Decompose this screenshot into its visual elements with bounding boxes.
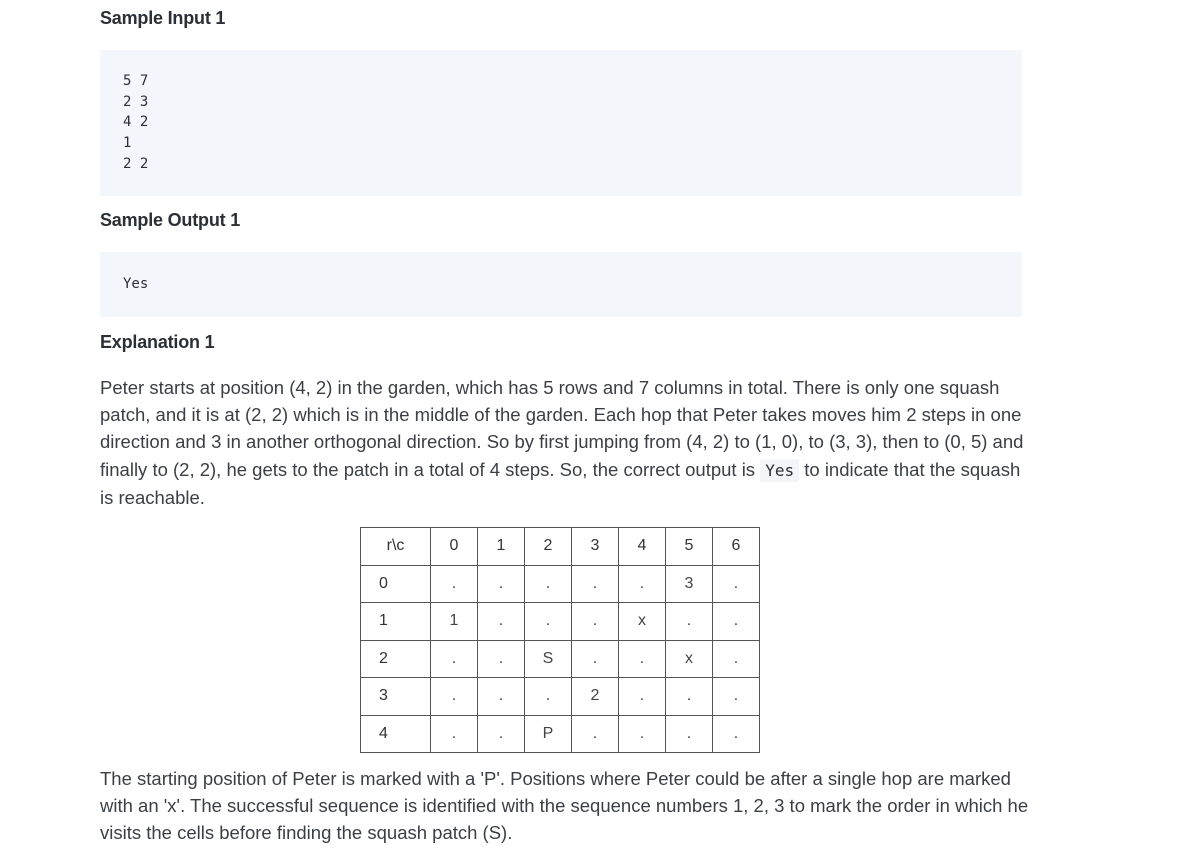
grid-cell: .	[713, 565, 760, 603]
grid-cell: .	[431, 565, 478, 603]
corner-cell: r\c	[361, 528, 431, 566]
column-header-cell: 1	[478, 528, 525, 566]
code-line: 2 3	[123, 93, 149, 110]
grid-cell: 3	[666, 565, 713, 603]
code-line: 2 2	[123, 155, 149, 172]
grid-cell: P	[525, 715, 572, 753]
row-header-cell: 1	[361, 603, 431, 641]
grid-cell: .	[525, 603, 572, 641]
grid-cell: 2	[572, 678, 619, 716]
grid-cell: x	[666, 640, 713, 678]
grid-cell: .	[619, 640, 666, 678]
grid-cell: .	[478, 678, 525, 716]
sample-input-heading: Sample Input 1	[100, 8, 226, 28]
table-row	[361, 565, 760, 603]
grid-cell: .	[525, 565, 572, 603]
grid-cell: .	[572, 603, 619, 641]
table-row	[361, 603, 760, 641]
sample-output-heading: Sample Output 1	[100, 210, 241, 230]
row-header-cell: 2	[361, 640, 431, 678]
row-header-cell: 4	[361, 715, 431, 753]
grid-cell: .	[666, 603, 713, 641]
column-header-cell: 3	[572, 528, 619, 566]
grid-cell: .	[713, 603, 760, 641]
grid-cell: .	[619, 565, 666, 603]
grid-cell: .	[572, 565, 619, 603]
grid-cell: .	[619, 715, 666, 753]
grid-cell: x	[619, 603, 666, 641]
explanation-heading: Explanation 1	[100, 332, 215, 352]
code-line: 5 7	[123, 73, 149, 89]
code-line: 1	[123, 135, 132, 152]
code-line: Yes	[123, 276, 149, 292]
explanation-paragraph	[100, 374, 1030, 511]
grid-cell: .	[713, 640, 760, 678]
grid-cell: .	[619, 678, 666, 716]
grid-cell: .	[478, 640, 525, 678]
row-header-cell: 0	[361, 565, 431, 603]
column-header-cell: 0	[431, 528, 478, 566]
table-row	[361, 678, 760, 716]
grid-cell: .	[572, 640, 619, 678]
grid-cell: .	[713, 678, 760, 716]
grid-cell: .	[478, 565, 525, 603]
sample-input-code-block	[100, 50, 1022, 196]
column-header-cell: 5	[666, 528, 713, 566]
closing-paragraph: The starting position of Peter is marked with a 'P'. Positions where Peter could be after a single hop are marked with an 'x'. The successful sequence is identified with the sequence numbers 1, 2, 3 to mark the order in which he visits the cells before finding the squash patch (S).	[100, 768, 1029, 844]
grid-cell: .	[666, 678, 713, 716]
inline-code: Yes	[760, 459, 799, 482]
table-row	[361, 715, 760, 753]
table-row	[361, 640, 760, 678]
column-header-cell: 6	[713, 528, 760, 566]
grid-cell: .	[431, 678, 478, 716]
grid-cell: .	[478, 603, 525, 641]
column-header-cell: 4	[619, 528, 666, 566]
explanation-text-end: to indicate that the squash is reachable.	[100, 458, 1021, 508]
grid-cell: .	[713, 715, 760, 753]
explanation-text: Peter starts at position (4, 2) in the garden, which has 5 rows and 7 columns in total. There is only one squash patch, and it is at (2, 2) which is in the middle of the garden. Each hop that Peter takes moves him 2 steps in one direction and 3 in another orthogonal direction. So by first jumping from (4, 2) to (1, 0), to (3, 3), then to (0, 5) and finally to (2, 2), he gets to the patch in a total of 4 steps. So, the correct output is	[100, 377, 1024, 480]
grid-cell: .	[666, 715, 713, 753]
grid-table	[360, 527, 760, 753]
grid-cell: 1	[431, 603, 478, 641]
grid-cell: .	[431, 640, 478, 678]
sample-output-code-block	[100, 252, 1022, 317]
grid-cell: S	[525, 640, 572, 678]
table-header-row	[361, 528, 760, 566]
grid-cell: .	[525, 678, 572, 716]
grid-cell: .	[431, 715, 478, 753]
grid-cell: .	[478, 715, 525, 753]
row-header-cell: 3	[361, 678, 431, 716]
column-header-cell: 2	[525, 528, 572, 566]
grid-cell: .	[572, 715, 619, 753]
code-line: 4 2	[123, 114, 149, 131]
